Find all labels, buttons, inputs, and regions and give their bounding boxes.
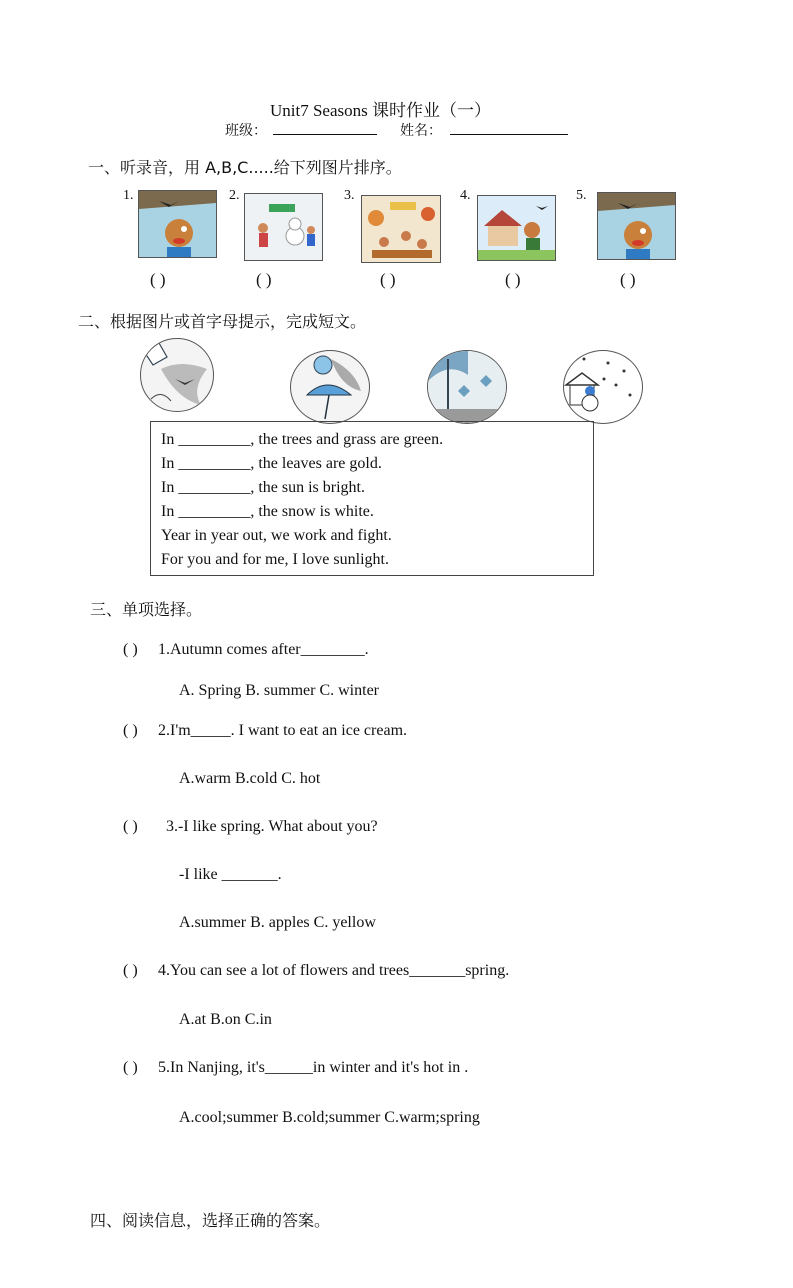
summer-sun-umbrella-icon bbox=[290, 350, 370, 424]
item-number: 4. bbox=[460, 188, 471, 203]
spring-kite-icon bbox=[140, 338, 214, 412]
autumn-fruit-picture bbox=[361, 195, 441, 263]
poem-line: In _________, the trees and grass are green. bbox=[161, 431, 444, 448]
item-number: 1. bbox=[123, 188, 134, 203]
answer-blank[interactable]: ( ) bbox=[150, 270, 166, 289]
question-paren[interactable]: ( ) bbox=[123, 962, 138, 979]
question-text: 2.I'm_____. I want to eat an ice cream. bbox=[158, 722, 408, 739]
winter-snowman-icon bbox=[563, 350, 643, 424]
item-number: 3. bbox=[344, 188, 355, 203]
question-paren[interactable]: ( ) bbox=[123, 1059, 138, 1076]
summer-house-picture bbox=[477, 195, 556, 261]
question-paren[interactable]: ( ) bbox=[123, 818, 138, 835]
swallow-boy-picture bbox=[138, 190, 217, 258]
question-text: 3.-I like spring. What about you? bbox=[166, 818, 378, 835]
question-options: A.summer B. apples C. yellow bbox=[179, 914, 376, 931]
answer-blank[interactable]: ( ) bbox=[620, 270, 636, 289]
swallow-boy-picture bbox=[597, 192, 676, 260]
autumn-leaves-icon bbox=[427, 350, 507, 424]
answer-blank[interactable]: ( ) bbox=[505, 270, 521, 289]
question-options: A.warm B.cold C. hot bbox=[179, 770, 321, 787]
question-options: A. Spring B. summer C. winter bbox=[179, 682, 379, 699]
question-options: A.cool;summer B.cold;summer C.warm;spring bbox=[179, 1109, 480, 1126]
name-field[interactable] bbox=[450, 120, 568, 135]
question-subtext: -I like _______. bbox=[179, 866, 282, 883]
item-number: 5. bbox=[576, 188, 587, 203]
section1-heading: 一、听录音，用 A,B,C.....给下列图片排序。 bbox=[88, 158, 402, 177]
question-text: 1.Autumn comes after________. bbox=[158, 641, 369, 658]
question-options: A.at B.on C.in bbox=[179, 1011, 272, 1028]
class-label: 班级： bbox=[225, 123, 267, 139]
section4-heading: 四、阅读信息，选择正确的答案。 bbox=[90, 1211, 331, 1230]
class-field[interactable] bbox=[273, 120, 377, 135]
name-label: 姓名： bbox=[400, 123, 442, 139]
question-paren[interactable]: ( ) bbox=[123, 641, 138, 658]
poem-line: Year in year out, we work and fight. bbox=[161, 527, 392, 544]
answer-blank[interactable]: ( ) bbox=[256, 270, 272, 289]
item-number: 2. bbox=[229, 188, 240, 203]
section3-heading: 三、单项选择。 bbox=[90, 600, 203, 619]
poem-line: In _________, the leaves are gold. bbox=[161, 455, 382, 472]
question-text: 4.You can see a lot of flowers and trees_______spring. bbox=[158, 962, 510, 979]
page-title: Unit7 Seasons 课时作业（一） bbox=[270, 101, 491, 120]
section2-heading: 二、根据图片或首字母提示，完成短文。 bbox=[78, 312, 367, 331]
snowman-children-picture bbox=[244, 193, 323, 261]
poem-box bbox=[150, 421, 594, 576]
poem-line: In _________, the sun is bright. bbox=[161, 479, 365, 496]
poem-line: In _________, the snow is white. bbox=[161, 503, 374, 520]
answer-blank[interactable]: ( ) bbox=[380, 270, 396, 289]
question-text: 5.In Nanjing, it's______in winter and it's hot in . bbox=[158, 1059, 469, 1076]
poem-line: For you and for me, I love sunlight. bbox=[161, 551, 389, 568]
question-paren[interactable]: ( ) bbox=[123, 722, 138, 739]
